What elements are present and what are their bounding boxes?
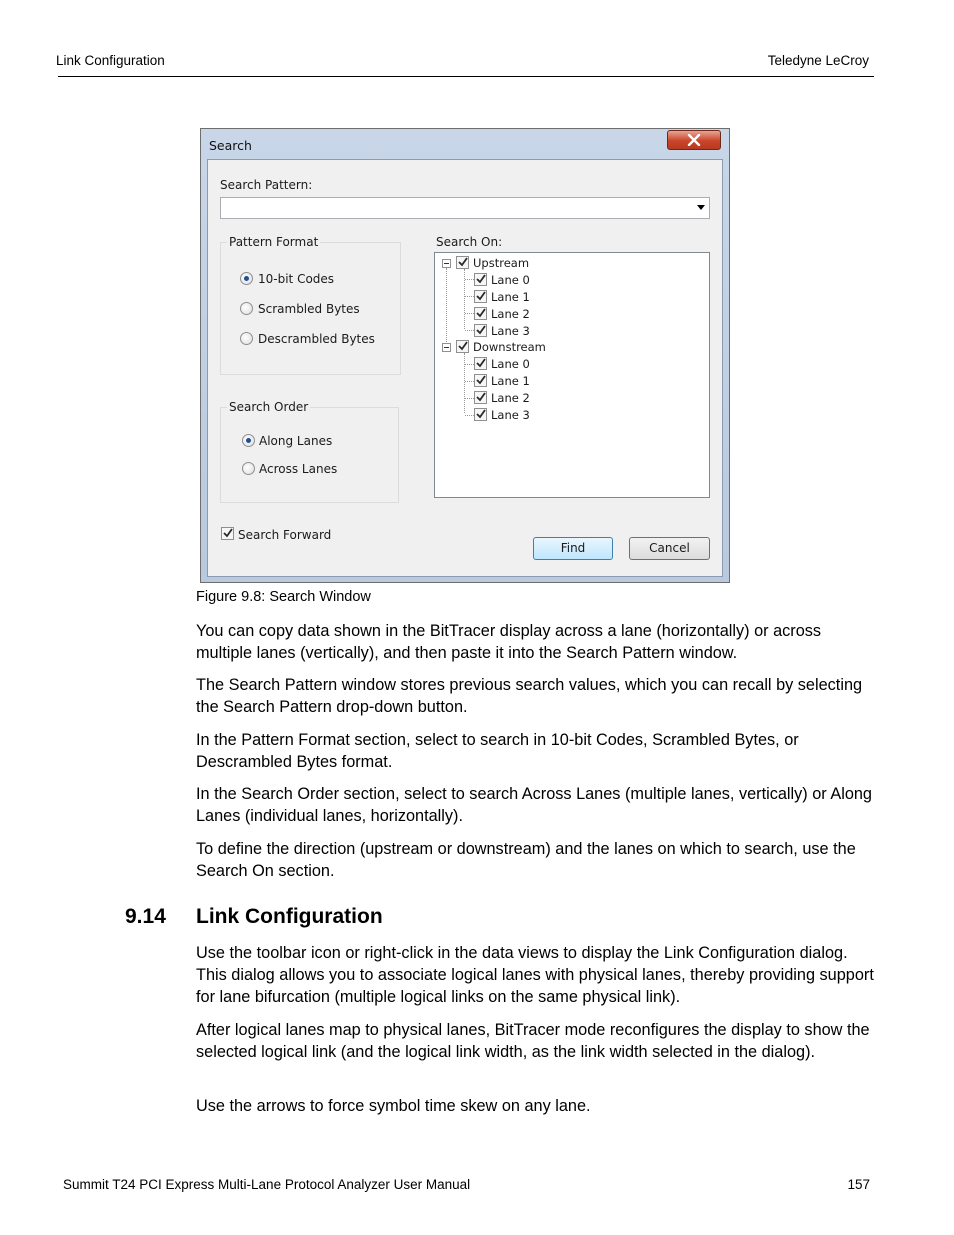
tree-connector <box>464 269 465 329</box>
checkmark-icon <box>223 528 233 538</box>
paragraph: Use the toolbar icon or right-click in the data views to display the Link Configuration dialog. This dialog allows you to associate logical lanes with physical lanes, thereby providing support for lane bifurcation (multiple logical links on the same physical link). <box>196 944 874 1006</box>
checkmark-icon <box>458 257 468 267</box>
checkmark-icon <box>476 308 486 318</box>
tree-connector <box>446 268 447 348</box>
checkmark-icon <box>476 358 486 368</box>
radio-descrambled-bytes[interactable] <box>240 332 253 345</box>
figure-caption: Figure 9.8: Search Window <box>196 589 371 605</box>
search-forward-label: Search Forward <box>238 528 332 542</box>
paragraph: In the Pattern Format section, select to search in 10-bit Codes, Scrambled Bytes, or Descrambled Bytes format. <box>196 731 799 771</box>
radio-across-lanes[interactable] <box>242 462 255 475</box>
radio-scrambled-bytes[interactable] <box>240 302 253 315</box>
paragraph: Use the arrows to force symbol time skew on any lane. <box>196 1097 591 1115</box>
tree-node-label: Lane 1 <box>491 290 530 304</box>
page-number: 157 <box>847 1177 870 1192</box>
lane-checkbox[interactable] <box>474 357 487 370</box>
search-pattern-label: Search Pattern: <box>220 178 313 192</box>
checkmark-icon <box>476 392 486 402</box>
tree-node-label: Lane 3 <box>491 324 530 338</box>
tree-connector <box>465 415 474 416</box>
lane-checkbox[interactable] <box>474 290 487 303</box>
find-button[interactable]: Find <box>533 537 613 560</box>
pattern-format-title: Pattern Format <box>229 235 319 249</box>
radio-10bit-codes[interactable] <box>240 272 253 285</box>
header-rule <box>58 76 874 77</box>
lane-checkbox[interactable] <box>474 324 487 337</box>
paragraph: You can copy data shown in the BitTracer display across a lane (horizontally) or across multiple lanes (vertically), and then paste it into the Search Pattern window. <box>196 622 822 662</box>
close-button[interactable] <box>667 130 721 150</box>
search-on-label: Search On: <box>436 235 503 249</box>
tree-node-label: Lane 1 <box>491 374 530 388</box>
cancel-button[interactable]: Cancel <box>629 537 710 560</box>
tree-node-label: Lane 2 <box>491 391 530 405</box>
checkmark-icon <box>476 325 486 335</box>
search-pattern-combo[interactable] <box>220 197 710 219</box>
close-icon <box>687 134 701 146</box>
tree-connector <box>465 296 474 297</box>
radio-along-lanes[interactable] <box>242 434 255 447</box>
tree-connector <box>465 279 474 280</box>
tree-connector <box>465 364 474 365</box>
paragraph: In the Search Order section, select to search Across Lanes (multiple lanes, vertically) or Along Lanes (individual lanes, horizontally). <box>196 785 872 825</box>
radio-scrambled-bytes-label: Scrambled Bytes <box>258 302 360 316</box>
checkmark-icon <box>476 274 486 284</box>
search-on-tree[interactable] <box>434 252 710 498</box>
lane-checkbox[interactable] <box>474 391 487 404</box>
paragraph: After logical lanes map to physical lanes, BitTracer mode reconfigures the display to show the selected logical link (and the logical link width, as the link width selected in the dialog). <box>196 1021 870 1061</box>
checkmark-icon <box>458 341 468 351</box>
tree-connector <box>465 381 474 382</box>
lane-checkbox[interactable] <box>474 408 487 421</box>
collapse-downstream-icon[interactable] <box>442 343 451 352</box>
chevron-down-icon[interactable] <box>697 205 705 210</box>
tree-node-label: Lane 0 <box>491 273 530 287</box>
checkmark-icon <box>476 375 486 385</box>
lane-checkbox[interactable] <box>474 374 487 387</box>
search-dialog <box>200 128 730 583</box>
checkmark-icon <box>476 409 486 419</box>
tree-node-label: Lane 3 <box>491 408 530 422</box>
tree-node-label: Lane 0 <box>491 357 530 371</box>
tree-node-label: Upstream <box>473 256 530 270</box>
search-order-group <box>220 400 399 503</box>
running-header-left: Link Configuration <box>56 53 165 68</box>
tree-connector <box>465 330 474 331</box>
checkmark-icon <box>476 291 486 301</box>
upstream-checkbox[interactable] <box>456 256 469 269</box>
section-title: Link Configuration <box>196 905 383 928</box>
lane-checkbox[interactable] <box>474 307 487 320</box>
tree-connector <box>464 353 465 413</box>
running-footer-left: Summit T24 PCI Express Multi-Lane Protocol Analyzer User Manual <box>63 1177 471 1192</box>
dialog-titlebar <box>201 129 729 159</box>
lane-checkbox[interactable] <box>474 273 487 286</box>
dialog-body <box>207 159 723 577</box>
tree-connector <box>465 313 474 314</box>
downstream-checkbox[interactable] <box>456 340 469 353</box>
radio-10bit-codes-label: 10-bit Codes <box>258 272 335 286</box>
paragraph: The Search Pattern window stores previous search values, which you can recall by selecting the Search Pattern drop-down button. <box>196 676 863 716</box>
tree-node-label: Downstream <box>473 340 546 354</box>
radio-along-lanes-label: Along Lanes <box>259 434 333 448</box>
radio-descrambled-bytes-label: Descrambled Bytes <box>258 332 375 346</box>
paragraph: To define the direction (upstream or downstream) and the lanes on which to search, use the Search On section. <box>196 840 856 880</box>
tree-connector <box>465 398 474 399</box>
radio-across-lanes-label: Across Lanes <box>259 462 338 476</box>
search-forward-checkbox[interactable] <box>221 527 234 540</box>
search-order-title: Search Order <box>229 400 309 414</box>
section-number: 9.14 <box>125 905 166 928</box>
running-header-right: Teledyne LeCroy <box>767 53 869 68</box>
dialog-title: Search <box>209 138 252 153</box>
collapse-upstream-icon[interactable] <box>442 259 451 268</box>
tree-node-label: Lane 2 <box>491 307 530 321</box>
